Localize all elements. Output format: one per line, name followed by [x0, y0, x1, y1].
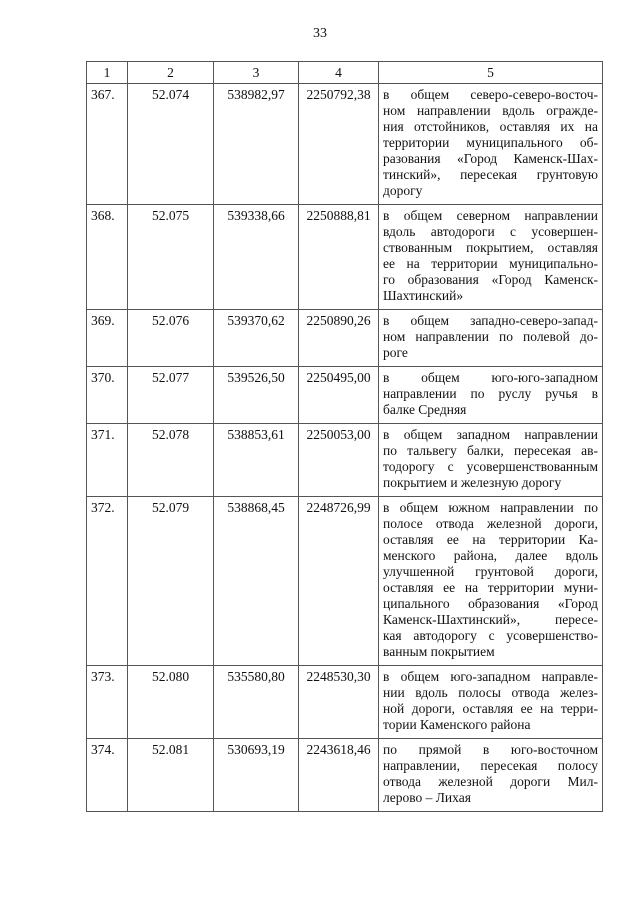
- description-line: ния отстойников, оставляя их на: [383, 119, 598, 134]
- point-id-cell: 52.079: [128, 497, 214, 666]
- coordinate-y-cell: 2250792,38: [299, 84, 379, 205]
- description-line: в общем северо-северо-восточ-: [383, 87, 598, 102]
- row-number-cell: 367.: [87, 84, 128, 205]
- description-cell: [379, 205, 603, 310]
- table-row: [87, 310, 603, 367]
- point-id-cell: 52.074: [128, 84, 214, 205]
- description-line: в общем южном направлении по: [383, 500, 598, 515]
- description-line: полосе отвода железной дороги,: [383, 516, 598, 531]
- description-cell: [379, 84, 603, 205]
- description-line: отвода железной дороги Мил-: [383, 774, 598, 789]
- coordinate-x-cell: 530693,19: [214, 739, 299, 812]
- description-cell: [379, 367, 603, 424]
- coordinate-x-cell: 535580,80: [214, 666, 299, 739]
- row-number-cell: 370.: [87, 367, 128, 424]
- point-id-cell: 52.076: [128, 310, 214, 367]
- description-line: в общем юго-юго-западном: [383, 370, 598, 385]
- column-header-3: 3: [214, 62, 299, 84]
- description-line: Шахтинский»: [383, 288, 464, 303]
- coordinate-y-cell: 2250495,00: [299, 367, 379, 424]
- column-header-4: 4: [299, 62, 379, 84]
- description-cell: [379, 497, 603, 666]
- coordinate-y-cell: 2250888,81: [299, 205, 379, 310]
- description-line: Каменск-Шахтинский», пересе-: [383, 612, 598, 627]
- table-row: [87, 739, 603, 812]
- table-row: [87, 424, 603, 497]
- table-header-row: [87, 62, 603, 84]
- point-id-cell: 52.080: [128, 666, 214, 739]
- row-number-cell: 371.: [87, 424, 128, 497]
- description-line: ной дороги, оставляя ее на терри-: [383, 701, 598, 716]
- coordinate-y-cell: 2243618,46: [299, 739, 379, 812]
- point-id-cell: 52.078: [128, 424, 214, 497]
- description-line: ствованным покрытием, оставляя: [383, 240, 598, 255]
- table-row: [87, 367, 603, 424]
- table-row: [87, 497, 603, 666]
- column-header-5: 5: [379, 62, 603, 84]
- description-line: улучшенной грунтовой дороги,: [383, 564, 598, 579]
- description-line: территории муниципального об-: [383, 135, 598, 150]
- description-line: разования «Город Каменск-Шах-: [383, 151, 598, 166]
- description-line: лерово – Лихая: [383, 790, 471, 805]
- point-id-cell: 52.081: [128, 739, 214, 812]
- coordinate-x-cell: 538868,45: [214, 497, 299, 666]
- coordinate-x-cell: 539526,50: [214, 367, 299, 424]
- coordinate-x-cell: 538982,97: [214, 84, 299, 205]
- description-line: нии вдоль полосы отвода желез-: [383, 685, 598, 700]
- description-line: в общем западно-северо-запад-: [383, 313, 598, 328]
- point-id-cell: 52.077: [128, 367, 214, 424]
- description-line: роге: [383, 345, 408, 360]
- coordinate-y-cell: 2248726,99: [299, 497, 379, 666]
- description-line: в общем северном направлении: [383, 208, 598, 223]
- description-line: оставляя ее на территории Ка-: [383, 532, 598, 547]
- description-line: оставляя ее на территории муни-: [383, 580, 598, 595]
- boundary-table: [86, 61, 603, 812]
- description-cell: [379, 739, 603, 812]
- description-line: балке Средняя: [383, 402, 467, 417]
- description-line: покрытием и железную дорогу: [383, 475, 562, 490]
- coordinate-x-cell: 539338,66: [214, 205, 299, 310]
- description-line: ном направлении вдоль огражде-: [383, 103, 598, 118]
- description-line: ципального образования «Город: [383, 596, 598, 611]
- description-cell: [379, 666, 603, 739]
- table-body: [87, 84, 603, 812]
- page-number: 33: [313, 26, 327, 41]
- description-line: тодорогу с усовершенствованным: [383, 459, 598, 474]
- row-number-cell: 373.: [87, 666, 128, 739]
- table-row: [87, 205, 603, 310]
- description-line: по тальвегу балки, пересекая ав-: [383, 443, 598, 458]
- coordinate-y-cell: 2250890,26: [299, 310, 379, 367]
- table-row: [87, 666, 603, 739]
- point-id-cell: 52.075: [128, 205, 214, 310]
- description-line: тории Каменского района: [383, 717, 531, 732]
- description-line: направлении по руслу ручья в: [383, 386, 598, 401]
- row-number-cell: 372.: [87, 497, 128, 666]
- column-header-1: 1: [87, 62, 128, 84]
- description-line: дорогу: [383, 183, 423, 198]
- description-cell: [379, 424, 603, 497]
- coordinate-x-cell: 538853,61: [214, 424, 299, 497]
- description-line: го образования «Город Каменск-: [383, 272, 598, 287]
- description-line: в общем юго-западном направле-: [383, 669, 598, 684]
- description-line: вдоль автодороги с усовершен-: [383, 224, 598, 239]
- row-number-cell: 369.: [87, 310, 128, 367]
- description-line: ванным покрытием: [383, 644, 495, 659]
- coordinate-x-cell: 539370,62: [214, 310, 299, 367]
- description-line: менского района, далее вдоль: [383, 548, 598, 563]
- description-line: тинский», пересекая грунтовую: [383, 167, 598, 182]
- description-line: кая автодорогу с усовершенство-: [383, 628, 598, 643]
- row-number-cell: 374.: [87, 739, 128, 812]
- row-number-cell: 368.: [87, 205, 128, 310]
- column-header-2: 2: [128, 62, 214, 84]
- description-line: ном направлении по полевой до-: [383, 329, 598, 344]
- description-line: направлении, пересекая полосу: [383, 758, 598, 773]
- coordinate-y-cell: 2250053,00: [299, 424, 379, 497]
- coordinate-y-cell: 2248530,30: [299, 666, 379, 739]
- description-line: в общем западном направлении: [383, 427, 598, 442]
- description-cell: [379, 310, 603, 367]
- description-line: по прямой в юго-восточном: [383, 742, 598, 757]
- description-line: ее на территории муниципально-: [383, 256, 598, 271]
- table-row: [87, 84, 603, 205]
